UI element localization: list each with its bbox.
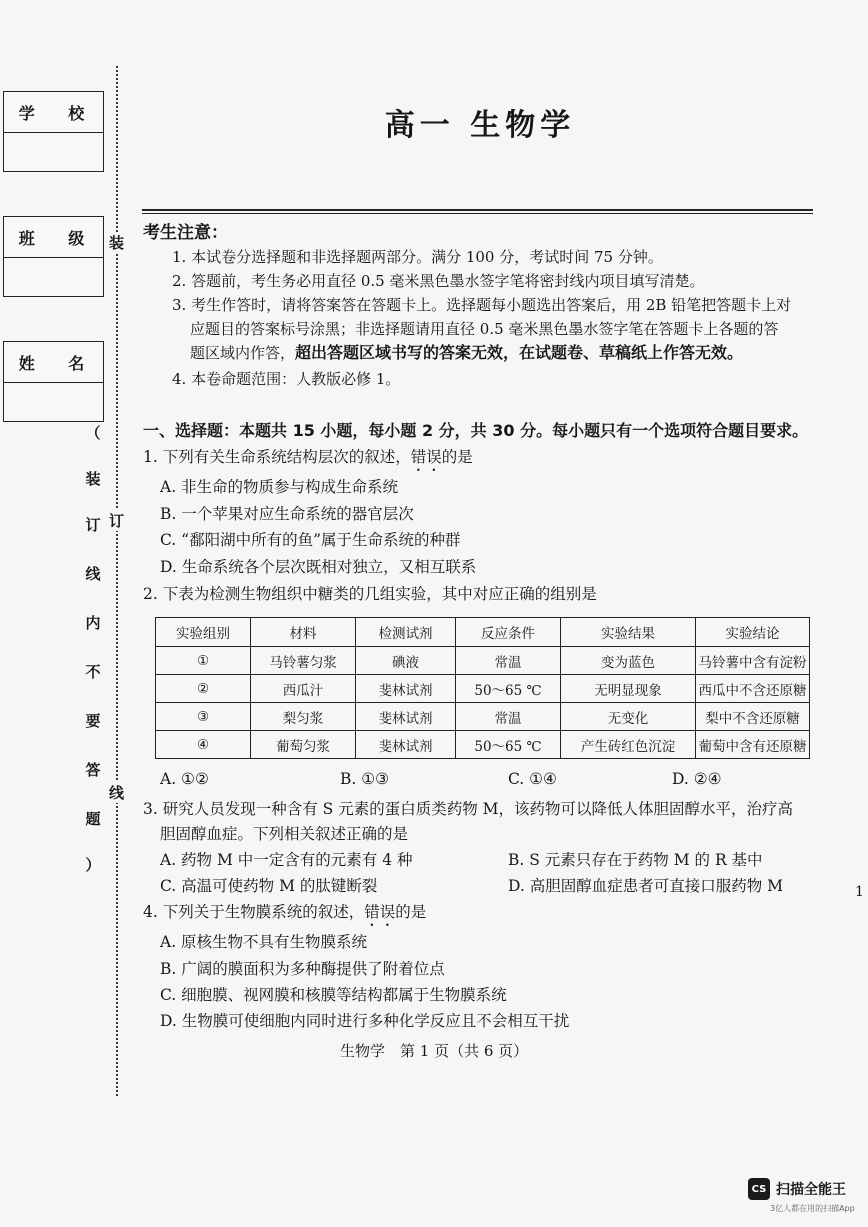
question-1-option-a: A. 非生命的物质参与构成生命系统 xyxy=(160,478,399,496)
name-box xyxy=(3,341,104,422)
table-row xyxy=(156,703,810,731)
table-row xyxy=(156,731,810,759)
question-2-stem: 2. 下表为检测生物组织中糖类的几组实验，其中对应正确的组别是 xyxy=(143,585,597,603)
table-cell: 西瓜中不含还原糖 xyxy=(696,675,810,703)
section-heading: 一、选择题：本题共 15 小题，每小题 2 分，共 30 分。每小题只有一个选项符合题目要求。 xyxy=(143,421,809,440)
notice-item: 1. 本试卷分选择题和非选择题两部分。满分 100 分，考试时间 75 分钟。 xyxy=(172,248,663,266)
table-cell: 西瓜汁 xyxy=(251,675,356,703)
table-cell: 葡萄中含有还原糖 xyxy=(696,731,810,759)
question-2-option-c: C. ①④ xyxy=(508,770,557,788)
question-1-stem xyxy=(143,445,473,475)
table-cell: 无变化 xyxy=(561,703,696,731)
name-blank xyxy=(4,383,103,421)
page-footer: 生物学 第 1 页（共 6 页） xyxy=(340,1042,529,1060)
question-4-option-a: A. 原核生物不具有生物膜系统 xyxy=(160,933,368,951)
question-4-option-d: D. 生物膜可使细胞内同时进行多种化学反应且不会相互干扰 xyxy=(160,1012,570,1030)
stem-part: 4. 下列关于生物膜系统的叙述， xyxy=(143,903,365,921)
table-cell: 碘液 xyxy=(356,647,456,675)
question-4-option-b: B. 广阔的膜面积为多种酶提供了附着位点 xyxy=(160,960,445,978)
question-4-option-c: C. 细胞膜、视网膜和核膜等结构都属于生物膜系统 xyxy=(160,986,507,1004)
table-cell: ④ xyxy=(156,731,251,759)
school-blank xyxy=(4,133,103,171)
side-page-number: 1 xyxy=(855,884,864,900)
binding-char: 装 xyxy=(85,470,101,488)
question-3-stem: 3. 研究人员发现一种含有 S 元素的蛋白质类药物 M，该药物可以降低人体胆固醇水平，治疗高 xyxy=(143,800,793,818)
question-3-stem-cont: 胆固醇血症。下列相关叙述正确的是 xyxy=(160,825,409,843)
binding-char: ） xyxy=(85,856,101,874)
question-1-option-d: D. 生命系统各个层次既相对独立，又相互联系 xyxy=(160,558,477,576)
question-1-option-b: B. 一个苹果对应生命系统的器官层次 xyxy=(160,505,414,523)
binding-instruction xyxy=(84,422,102,884)
question-3-option-b: B. S 元素只存在于药物 M 的 R 基中 xyxy=(508,851,763,869)
table-cell: 无明显现象 xyxy=(561,675,696,703)
notice-heading: 考生注意： xyxy=(143,223,228,243)
binding-char: 不 xyxy=(85,663,101,681)
table-cell: 变为蓝色 xyxy=(561,647,696,675)
table-cell: 梨中不含还原糖 xyxy=(696,703,810,731)
question-3-option-d: D. 高胆固醇血症患者可直接口服药物 M xyxy=(508,877,784,895)
table-cell: 马铃薯中含有淀粉 xyxy=(696,647,810,675)
scanner-subtitle: 3亿人都在用的扫描App xyxy=(770,1204,855,1213)
table-cell: ② xyxy=(156,675,251,703)
margin-ding: 订 xyxy=(109,512,125,530)
stem-part: 1. 下列有关生命系统结构层次的叙述， xyxy=(143,448,411,466)
table-cell: 葡萄匀浆 xyxy=(251,731,356,759)
table-cell: 斐林试剂 xyxy=(356,731,456,759)
table-cell: 50～65 ℃ xyxy=(456,731,561,759)
binding-char: 答 xyxy=(85,761,101,779)
scanner-watermark xyxy=(748,1178,846,1200)
table-cell: 常温 xyxy=(456,703,561,731)
name-label: 姓 名 xyxy=(4,342,103,383)
title-rule-thin xyxy=(142,213,813,214)
question-1-option-c: C. “鄱阳湖中所有的鱼”属于生命系统的种群 xyxy=(160,531,461,549)
table-cell: ① xyxy=(156,647,251,675)
binding-char: 订 xyxy=(85,516,101,534)
question-2-option-a: A. ①② xyxy=(160,770,209,788)
title-rule xyxy=(142,209,813,211)
binding-char: 线 xyxy=(85,565,101,583)
scanner-name: 扫描全能王 xyxy=(776,1182,846,1198)
notice-item xyxy=(190,340,743,363)
notice-item: 2. 答题前，考生务必用直径 0.5 毫米黑色墨水签字笔将密封线内项目填写清楚。 xyxy=(172,272,705,290)
table-cell: 产生砖红色沉淀 xyxy=(561,731,696,759)
notice-emphasis: 超出答题区域书写的答案无效，在试题卷、草稿纸上作答无效。 xyxy=(295,343,744,362)
table-header: 材料 xyxy=(251,618,356,647)
question-3-option-c: C. 高温可使药物 M 的肽键断裂 xyxy=(160,877,378,895)
table-cell: 梨匀浆 xyxy=(251,703,356,731)
school-label: 学 校 xyxy=(4,92,103,133)
table-cell: 马铃薯匀浆 xyxy=(251,647,356,675)
binding-char: 要 xyxy=(85,712,101,730)
question-2-option-d: D. ②④ xyxy=(672,770,722,788)
experiment-table xyxy=(155,617,810,759)
table-header-row xyxy=(156,618,810,647)
stem-part: 的是 xyxy=(441,448,473,466)
binding-char: （ xyxy=(85,424,101,442)
question-3-option-a: A. 药物 M 中一定含有的元素有 4 种 xyxy=(160,851,413,869)
class-blank xyxy=(4,258,103,296)
table-header: 实验结果 xyxy=(561,618,696,647)
binding-char: 题 xyxy=(85,810,101,828)
table-cell: ③ xyxy=(156,703,251,731)
binding-dotted-line xyxy=(116,66,118,1096)
school-box xyxy=(3,91,104,172)
binding-char: 内 xyxy=(85,614,101,632)
page-title: 高一 生物学 xyxy=(384,108,576,143)
table-header: 反应条件 xyxy=(456,618,561,647)
stem-emphasis: 错误 xyxy=(410,448,442,466)
question-4-stem xyxy=(143,900,426,930)
table-header: 实验结论 xyxy=(696,618,810,647)
stem-part: 的是 xyxy=(395,903,427,921)
notice-item-part: 题区域内作答， xyxy=(190,344,296,362)
table-cell: 斐林试剂 xyxy=(356,703,456,731)
class-box xyxy=(3,216,104,297)
table-cell: 50～65 ℃ xyxy=(456,675,561,703)
scanner-logo-icon: CS xyxy=(748,1178,770,1200)
question-2-option-b: B. ①③ xyxy=(340,770,390,788)
table-header: 检测试剂 xyxy=(356,618,456,647)
table-row xyxy=(156,647,810,675)
margin-xian: 线 xyxy=(109,784,125,802)
table-cell: 常温 xyxy=(456,647,561,675)
notice-item: 应题目的答案标号涂黑；非选择题请用直径 0.5 毫米黑色墨水签字笔在答题卡上各题的答 xyxy=(190,320,779,338)
notice-item: 4. 本卷命题范围：人教版必修 1。 xyxy=(172,370,401,388)
table-cell: 斐林试剂 xyxy=(356,675,456,703)
stem-emphasis: 错误 xyxy=(364,903,396,921)
notice-item: 3. 考生作答时，请将答案答在答题卡上。选择题每小题选出答案后，用 2B 铅笔把答题卡上对 xyxy=(172,296,792,314)
table-header: 实验组别 xyxy=(156,618,251,647)
table-row xyxy=(156,675,810,703)
class-label: 班 级 xyxy=(4,217,103,258)
margin-zhuang: 装 xyxy=(109,234,125,252)
